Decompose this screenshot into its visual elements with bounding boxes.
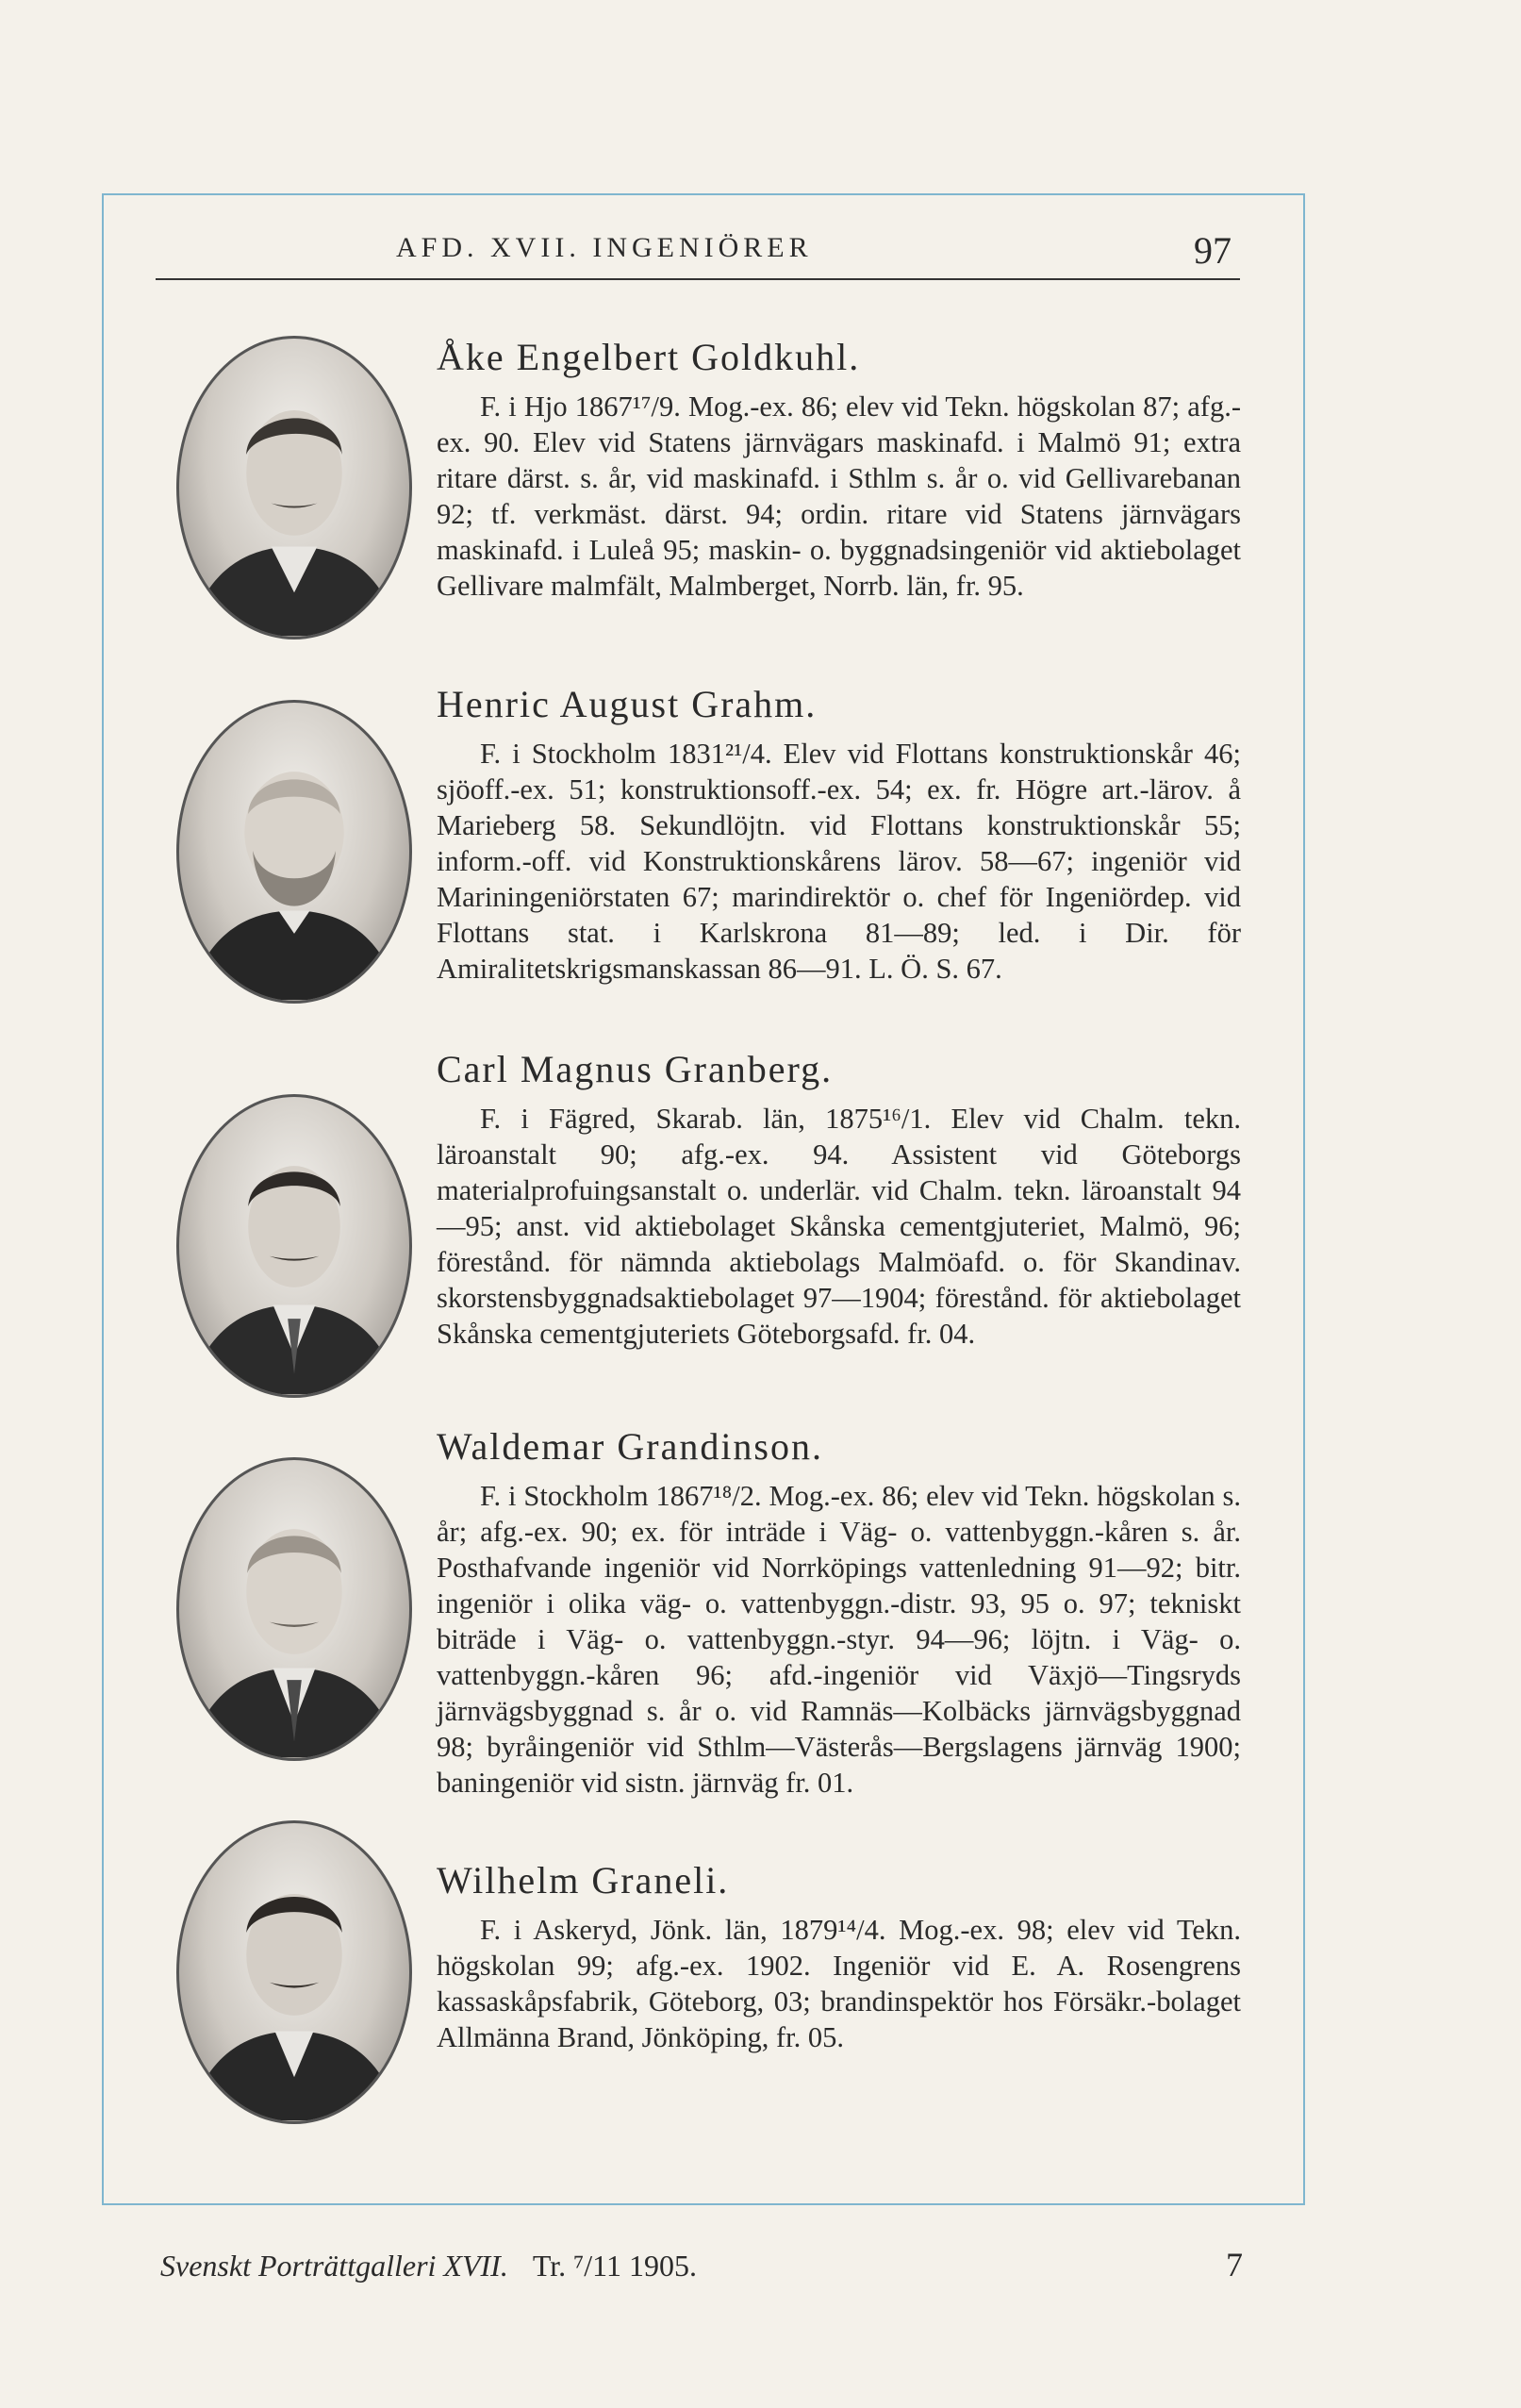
person-name: Carl Magnus Granberg. — [437, 1048, 834, 1090]
portrait-figure — [179, 1460, 409, 1758]
portrait-photo — [176, 1457, 412, 1761]
header-rule — [156, 278, 1240, 280]
portrait-photo — [176, 1094, 412, 1398]
portrait-figure — [179, 703, 409, 1001]
portrait-figure — [179, 1823, 409, 2121]
portrait-photo — [176, 700, 412, 1004]
portrait-photo — [176, 336, 412, 639]
person-name: Wilhelm Graneli. — [437, 1859, 730, 1901]
biography-text: F. i Hjo 1867¹⁷/9. Mog.-ex. 86; elev vid Tekn. högskolan 87; afg.-ex. 90. Elev vid Statens järnvägars maskinafd. i Malmö 91; extra ritare därst. s. år, vid maskinafd. i Sthlm s. år o. vid Gellivarebanan 92; tf. verkmäst. därst. 94; ordin. ritare vid Statens järnvägars maskinafd. i Luleå 95; maskin- o. byggnadsingeniör vid aktiebolaget Gellivare malmfält, Malmberget, Norrb. län, fr. 95. — [437, 390, 1241, 602]
portrait-photo — [176, 1820, 412, 2124]
running-header: AFD. XVII. INGENIÖRER — [396, 232, 813, 263]
person-name: Waldemar Grandinson. — [437, 1425, 823, 1468]
page-number: 97 — [1194, 229, 1232, 272]
biography-text: F. i Stockholm 1831²¹/4. Elev vid Flottans konstruktionskår 46; sjöoff.-ex. 51; konstruktionsoff.-ex. 54; ex. fr. Högre art.-lärov. å Marieberg 58. Sekundlöjtn. vid Flottans konstruktionskår 55; inform.-off. vid Konstruktionskårens lärov. 58—67; ingeniör vid Mariningeniörstaten 67; marindirektör o. chef för Ingeniördep. vid Flottans stat. i Karlskrona 81—89; led. i Dir. för Amiralitetskrigsmanskassan 86—91. L. Ö. S. 67. — [437, 738, 1241, 985]
footer-title: Svenskt Porträttgalleri XVII. — [160, 2249, 508, 2283]
biography-text: F. i Fägred, Skarab. län, 1875¹⁶/1. Elev vid Chalm. tekn. läroanstalt 90; afg.-ex. 94. Assistent vid Göteborgs materialprofuingsanstalt o. underlär. vid Chalm. tekn. läroanstalt 94—95; anst. vid aktiebolaget Skånska cementgjuteriet, Malmö, 96; förestånd. för nämnda aktiebolags Malmöafd. o. för Skandinav. skorstensbyggnadsaktiebolaget 97—1904; förestånd. för aktiebolaget Skånska cementgjuteriets Göteborgsafd. fr. 04. — [437, 1103, 1241, 1350]
person-name: Henric August Grahm. — [437, 683, 818, 725]
portrait-figure — [179, 339, 409, 637]
biography-text: F. i Askeryd, Jönk. län, 1879¹⁴/4. Mog.-ex. 98; elev vid Tekn. högskolan 99; afg.-ex. 1902. Ingeniör vid E. A. Rosengrens kassaskåpsfabrik, Göteborg, 03; brandinspektör hos Försäkr.-bolaget Allmänna Brand, Jönköping, fr. 05. — [437, 1914, 1241, 2053]
footer-title-line — [160, 2249, 697, 2283]
sheet-number: 7 — [1226, 2246, 1243, 2283]
footer-issue: Tr. ⁷/11 1905. — [532, 2249, 697, 2283]
biography-text: F. i Stockholm 1867¹⁸/2. Mog.-ex. 86; elev vid Tekn. högskolan s. år; afg.-ex. 90; ex. för inträde i Väg- o. vattenbyggn.-kåren s. år. Posthafvande ingeniör vid Norrköpings vattenledning 91—92; bitr. ingeniör i olika väg- o. vattenbyggn.-distr. 93, 95 o. 97; tekniskt biträde i Väg- o. vattenbyggn.-styr. 94—96; löjtn. i Väg- o. vattenbyggn.-kåren 96; afd.-ingeniör vid Växjö—Tingsryds järnvägsbyggnad s. år o. vid Ramnäs—Kolbäcks järnvägsbyggnad 98; byråingeniör vid Sthlm—Västerås—Bergslagens järnväg 1900; baningeniör vid sistn. järnväg fr. 01. — [437, 1480, 1241, 1799]
person-name: Åke Engelbert Goldkuhl. — [437, 336, 861, 378]
portrait-figure — [179, 1097, 409, 1395]
